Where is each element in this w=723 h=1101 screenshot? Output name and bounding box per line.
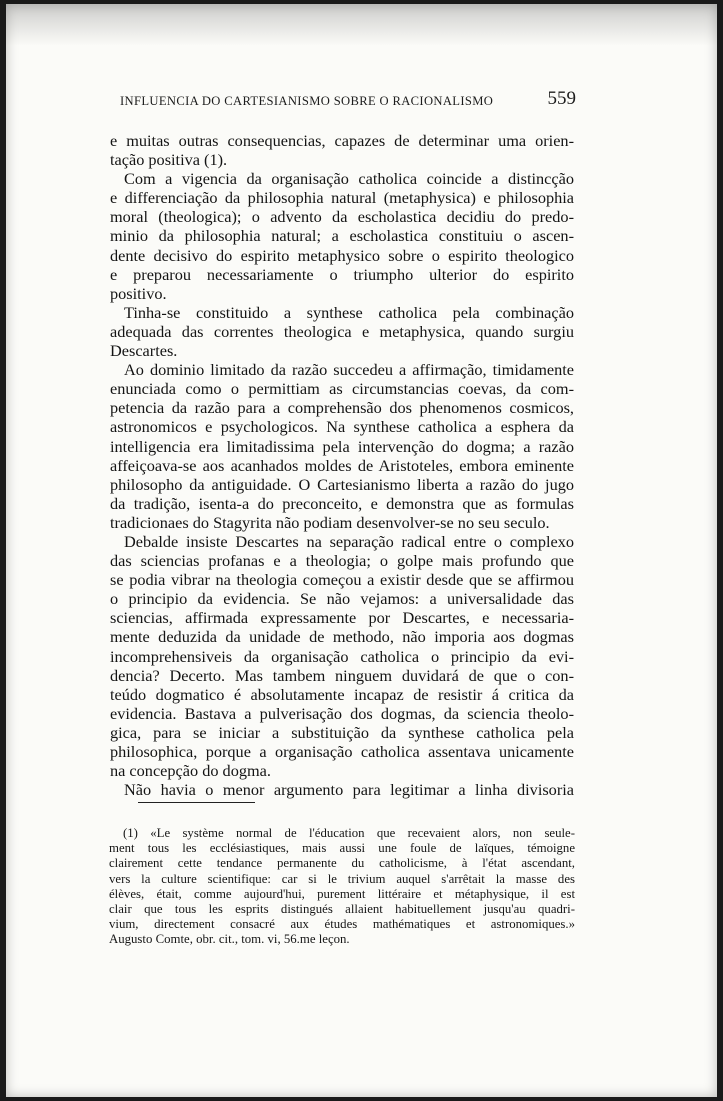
page-number: 559 (547, 88, 576, 109)
body-line: evidencia. Bastava a pulverisação dos dogmas, da sciencia theolo- (110, 703, 574, 723)
body-line: Tinha-se constituido a synthese catholica pela combinação (124, 302, 574, 322)
body-line: philosophica, porque a organisação catholica assentava unicamente (110, 742, 574, 761)
footnote-line: vium, directement consacré aux études mathématiques et astronomiques.» (109, 917, 575, 932)
body-line: tação positiva (1). (110, 150, 228, 170)
page-header (120, 88, 576, 114)
body-line: incomprehensiveis da organisação catholica o principio da evi- (110, 646, 574, 666)
body-line: na concepção do dogma. (110, 761, 271, 781)
body-line: dente decisivo do espirito metaphysico sobre o espirito theologico (110, 245, 574, 265)
footnote-line: clair que tous les esprits distingués allaient habituellement jusqu'au quadri- (109, 901, 575, 916)
body-line: moral (theologica); o advento da escholastica decidiu do predo- (110, 207, 574, 227)
footnote-line: élèves, était, comme aujourd'hui, purement littéraire et métaphysique, il est (109, 886, 575, 901)
footnote-line: vers la culture scientifique: car si le trivium auquel s'arrêtait la masse des (109, 871, 575, 886)
body-line: Descartes. (110, 341, 178, 361)
footnote-line: clairement cette tendance permanente du catholicisme, à l'état ascendant, (109, 856, 575, 871)
body-line: da tradição, isenta-a do preconceito, e demonstra que as formulas (110, 493, 574, 513)
footnote-separator (138, 802, 255, 803)
footnote-line: Augusto Comte, obr. cit., tom. vi, 56.me leçon. (109, 932, 350, 947)
scan-shadow (6, 4, 717, 46)
body-line: Não havia o menor argumento para legitimar a linha divisoria (124, 780, 574, 800)
body-line: affeiçoava-se aos acanhados moldes de Aristoteles, embora eminente (110, 455, 574, 475)
body-line: Ao dominio limitado da razão succedeu a affirmação, timidamente (124, 360, 574, 380)
body-line: sciencias, affirmada expressamente por Descartes, e necessaria- (110, 608, 574, 628)
body-line: adequada das correntes theologica e metaphysica, quando surgiu (110, 321, 574, 341)
body-line: Debalde insiste Descartes na separação radical entre o complexo (124, 531, 574, 551)
body-line: e muitas outras consequencias, capazes de determinar uma orien- (110, 131, 574, 150)
body-line: Com a vigencia da organisação catholica coincide a distincção (124, 169, 574, 189)
body-line: astronomicos e psychologicos. Na synthese catholica a esphera da (110, 417, 574, 437)
book-page (6, 4, 717, 1097)
body-line: e preparou necessariamente o triumpho ulterior do espirito (110, 264, 574, 284)
body-line: minio da philosophia natural; a escholastica constituiu o ascen- (110, 226, 574, 246)
body-line: gica, para se iniciar a substituição da synthese catholica pela (110, 722, 574, 742)
body-line: o principio da evidencia. Se não vejamos: a universalidade das (110, 589, 574, 609)
body-line: philosopho da antiguidade. O Cartesianismo liberta a razão do jugo (110, 474, 574, 494)
footnote-line: (1) «Le système normal de l'éducation que recevaient alors, non seule- (123, 826, 575, 840)
body-line: tradicionaes do Stagyrita não podiam desenvolver-se no seu seculo. (110, 512, 550, 532)
body-line: intelligencia era limitadissima pela intervenção do dogma; a razão (110, 436, 574, 456)
body-line: petencia da razão para a comprehensão dos phenomenos cosmicos, (110, 398, 574, 418)
body-line: se podia vibrar na theologia começou a existir desde que se affirmou (110, 570, 574, 590)
body-line: positivo. (110, 283, 167, 303)
footnote-line: ment tous les ecclésiastiques, mais aussi une foule de laïques, témoigne (109, 841, 575, 856)
body-line: enunciada como o permittiam as circumstancias coevas, da com- (110, 379, 574, 399)
body-line: das sciencias profanas e a theologia; o golpe mais profundo que (110, 551, 574, 571)
body-line: e differenciação da philosophia natural (metaphysica) e philosophia (110, 188, 574, 208)
running-title: INFLUENCIA DO CARTESIANISMO SOBRE O RACIONALISMO (120, 94, 494, 108)
footnote (109, 826, 575, 948)
body-line: mente deduzida da unidade de methodo, não imporia aos dogmas (110, 627, 574, 647)
body-text (110, 131, 574, 799)
body-line: teúdo dogmatico é absolutamente incapaz de resistir á critica da (110, 684, 574, 704)
body-line: dencia? Decerto. Mas tambem ninguem duvidará de que o con- (110, 665, 574, 685)
